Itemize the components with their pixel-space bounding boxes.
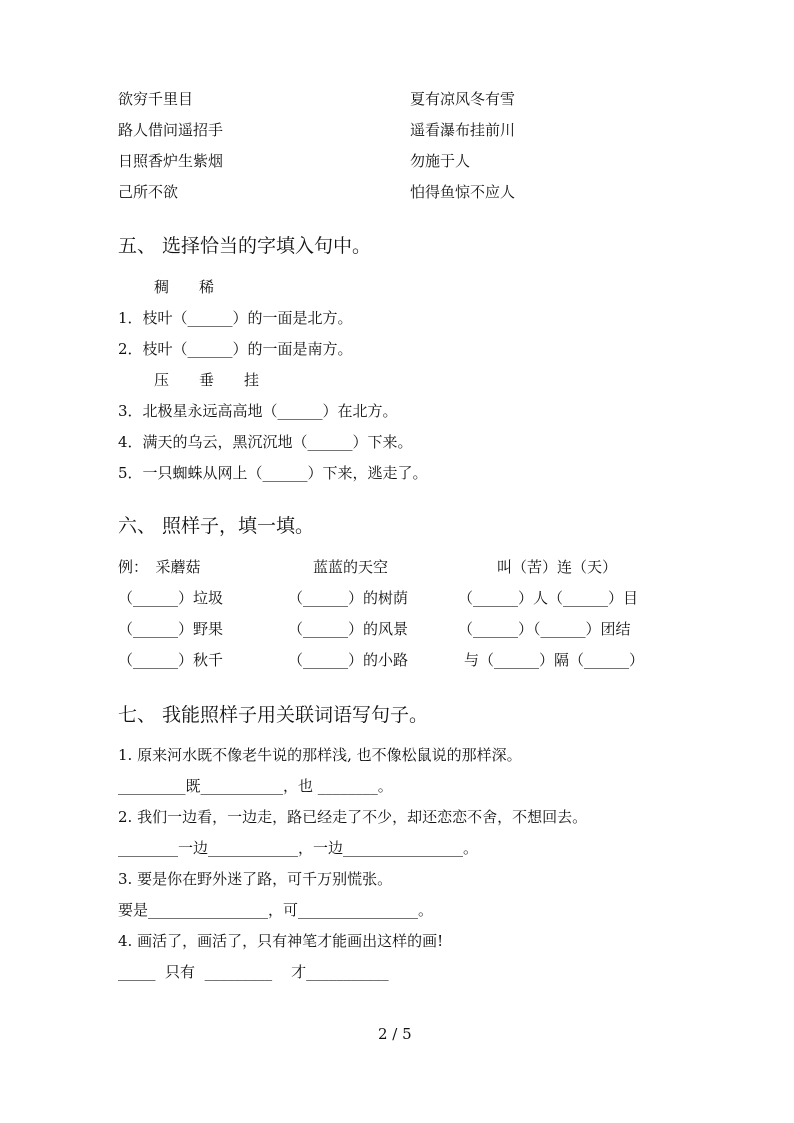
section5-item-3: 3．北极星永远高高地（______）在北方。 xyxy=(118,402,398,420)
section6-row1-col1: （______）垃圾 xyxy=(118,589,224,607)
pair-left-2: 路人借问遥招手 xyxy=(118,121,224,139)
section5-char-options-1: 稠 稀 xyxy=(154,278,215,296)
section6-example-1: 例： 采蘑菇 xyxy=(118,558,201,576)
section7-answer-2: ________一边____________，一边________________。 xyxy=(118,839,479,857)
section7-answer-4: _____ 只有 _________ 才___________ xyxy=(118,963,389,981)
section5-item-2: 2．枝叶（______）的一面是南方。 xyxy=(118,340,353,358)
section7-sentence-1: 1. 原来河水既不像老牛说的那样浅, 也不像松鼠说的那样深。 xyxy=(118,746,522,764)
section6-row1-col2: （______）的树荫 xyxy=(288,589,409,607)
section6-example-3: 叫（苦）连（天） xyxy=(497,558,618,576)
section6-row2-col3: （______）（______）团结 xyxy=(458,620,631,638)
section7-sentence-2: 2. 我们一边看，一边走，路已经走了不少，却还恋恋不舍，不想回去。 xyxy=(118,808,588,826)
section7-sentence-4: 4. 画活了，画活了，只有神笔才能画出这样的画! xyxy=(118,932,444,950)
section7-answer-1: _________既___________，也 ________。 xyxy=(118,777,393,795)
section5-item-4: 4．满天的乌云，黑沉沉地（______）下来。 xyxy=(118,433,413,451)
pair-left-3: 日照香炉生紫烟 xyxy=(118,152,224,170)
section5-item-5: 5．一只蜘蛛从网上（______）下来，逃走了。 xyxy=(118,464,428,482)
section6-row3-col2: （______）的小路 xyxy=(288,651,409,669)
pair-right-2: 遥看瀑布挂前川 xyxy=(410,121,516,139)
section6-row3-col1: （______）秋千 xyxy=(118,651,224,669)
section6-row1-col3: （______）人（______）目 xyxy=(458,589,639,607)
pair-left-4: 己所不欲 xyxy=(118,183,179,201)
section7-sentence-3: 3. 要是你在野外迷了路，可千万别慌张。 xyxy=(118,870,393,888)
section6-example-2: 蓝蓝的天空 xyxy=(313,558,389,576)
pair-right-1: 夏有凉风冬有雪 xyxy=(410,90,516,108)
section5-item-1: 1．枝叶（______）的一面是北方。 xyxy=(118,309,353,327)
section6-row3-col3: 与（______）隔（______） xyxy=(464,651,645,669)
section5-char-options-2: 压 垂 挂 xyxy=(154,371,260,389)
section6-title: 六、 照样子，填一填。 xyxy=(118,515,315,537)
section7-answer-3: 要是________________，可________________。 xyxy=(118,901,434,919)
pair-right-3: 勿施于人 xyxy=(410,152,471,170)
section6-row2-col2: （______）的风景 xyxy=(288,620,409,638)
pair-left-1: 欲穷千里目 xyxy=(118,90,194,108)
section5-title: 五、 选择恰当的字填入句中。 xyxy=(118,235,372,257)
section6-row2-col1: （______）野果 xyxy=(118,620,224,638)
pair-right-4: 怕得鱼惊不应人 xyxy=(410,183,516,201)
page-number: 2 / 5 xyxy=(378,1025,412,1043)
section7-title: 七、 我能照样子用关联词语写句子。 xyxy=(118,704,429,726)
